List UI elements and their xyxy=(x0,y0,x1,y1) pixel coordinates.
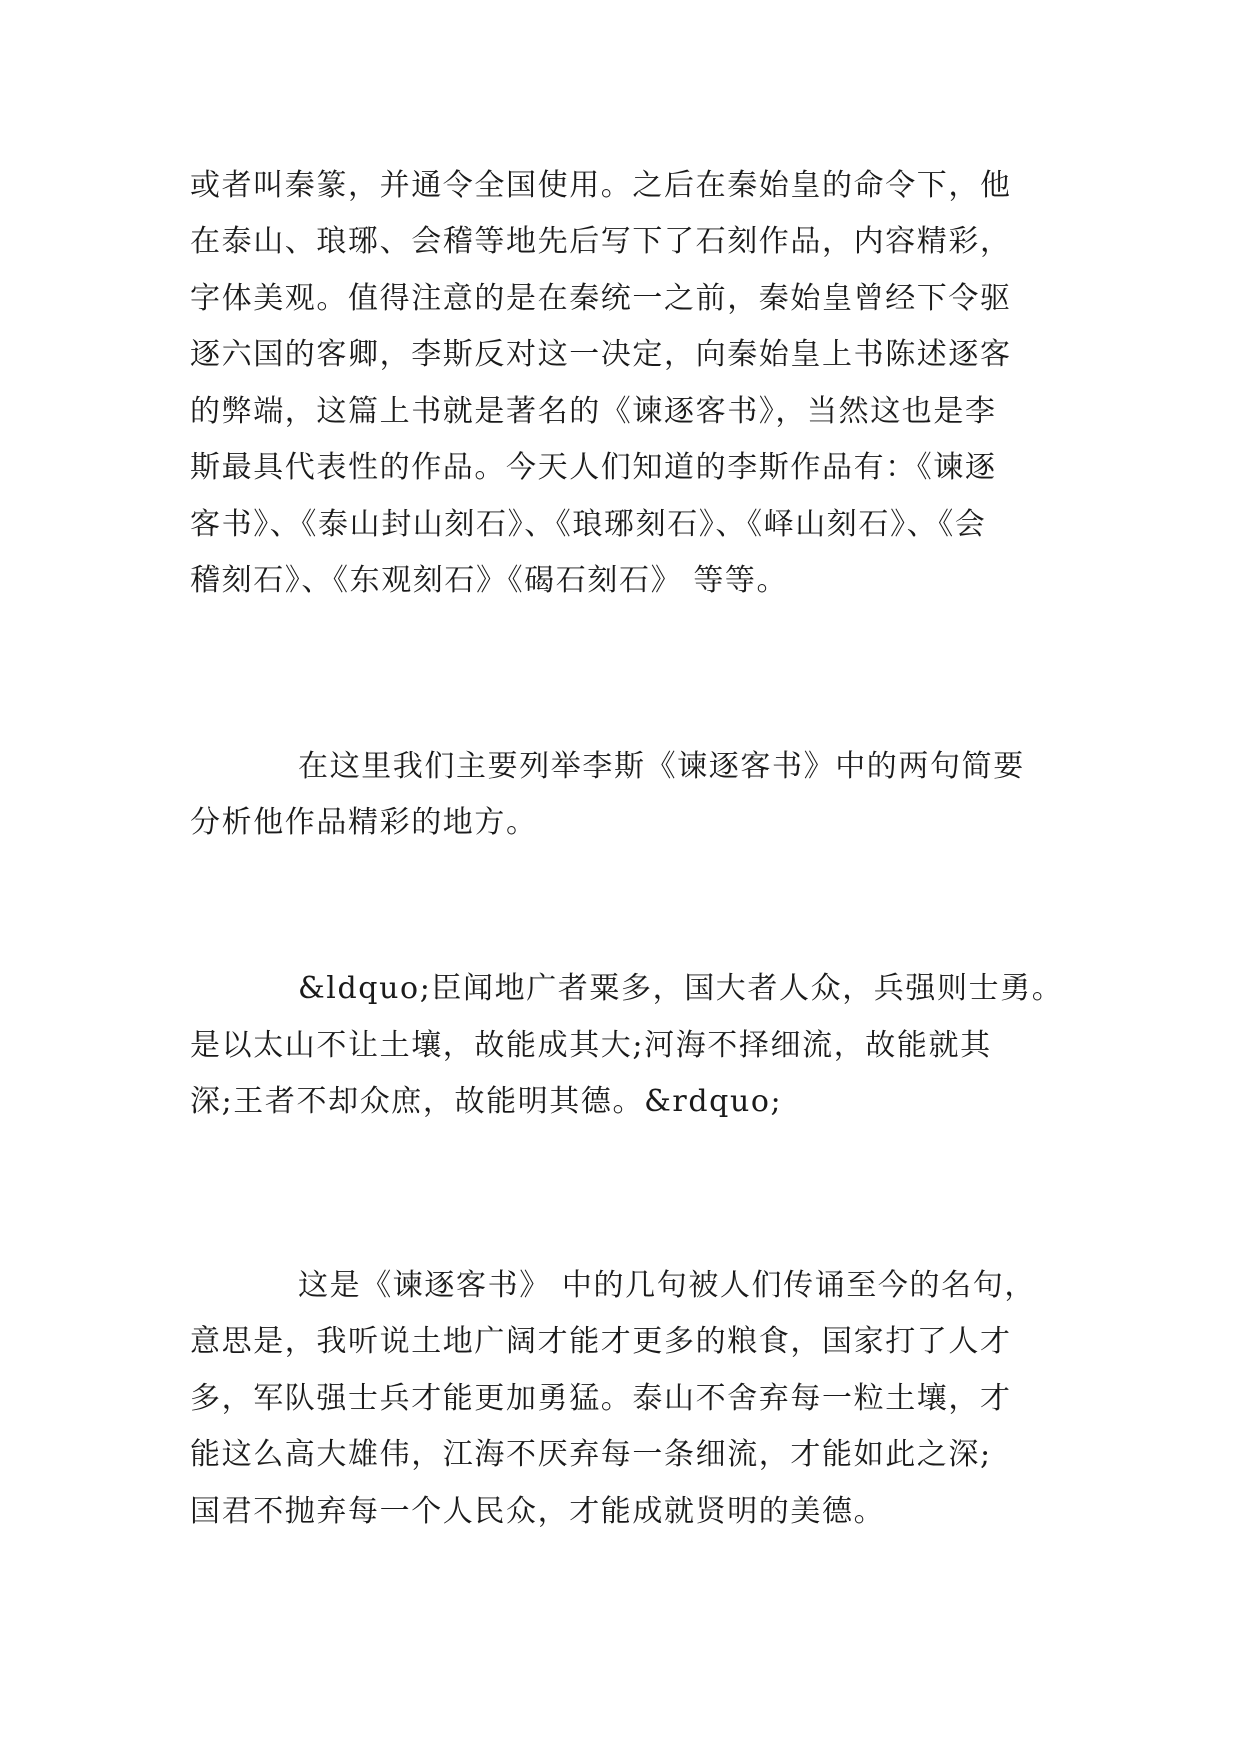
paragraph-4-line-5: 国君不抛弃每一个人民众，才能成就贤明的美德。 xyxy=(190,1494,886,1529)
paragraph-2-line-2: 分析他作品精彩的地方。 xyxy=(190,805,538,840)
paragraph-4-line-4: 能这么高大雄伟，江海不厌弃每一条细流，才能如此之深; xyxy=(190,1437,992,1472)
paragraph-1-line-4: 逐六国的客卿，李斯反对这一决定，向秦始皇上书陈述逐客 xyxy=(190,337,1012,372)
paragraph-3-line-3: 深;王者不却众庶，故能明其德。&rdquo; xyxy=(190,1084,783,1119)
paragraph-3-line-1: &ldquo;臣闻地广者粟多，国大者人众，兵强则士勇。 xyxy=(298,971,1064,1006)
paragraph-3-line-2: 是以太山不让土壤，故能成其大;河海不择细流，故能就其 xyxy=(190,1028,992,1063)
paragraph-1-line-7: 客书》、《泰山封山刻石》、《琅琊刻石》、《峄山刻石》、《会 xyxy=(190,507,987,542)
paragraph-1-line-5: 的弊端，这篇上书就是著名的《谏逐客书》，当然这也是李 xyxy=(190,394,997,429)
paragraph-1-line-1: 或者叫秦篆，并通令全国使用。之后在秦始皇的命令下，他 xyxy=(190,168,1012,203)
paragraph-4-line-1: 这是《谏逐客书》 中的几句被人们传诵至今的名句， xyxy=(298,1268,1036,1303)
paragraph-4-line-2: 意思是，我听说土地广阔才能才更多的粮食，国家打了人才 xyxy=(190,1324,1012,1359)
paragraph-4-line-3: 多，军队强士兵才能更加勇猛。泰山不舍弃每一粒土壤，才 xyxy=(190,1381,1012,1416)
paragraph-1-line-3: 字体美观。值得注意的是在秦统一之前，秦始皇曾经下令驱 xyxy=(190,281,1012,316)
paragraph-1-line-6: 斯最具代表性的作品。今天人们知道的李斯作品有：《谏逐 xyxy=(190,450,997,485)
paragraph-1-line-2: 在泰山、琅琊、会稽等地先后写下了石刻作品，内容精彩， xyxy=(190,224,1012,259)
paragraph-2-line-1: 在这里我们主要列举李斯《谏逐客书》中的两句简要 xyxy=(298,749,1025,784)
paragraph-1-line-8: 稽刻石》、《东观刻石》《碣石刻石》 等等。 xyxy=(190,563,789,598)
